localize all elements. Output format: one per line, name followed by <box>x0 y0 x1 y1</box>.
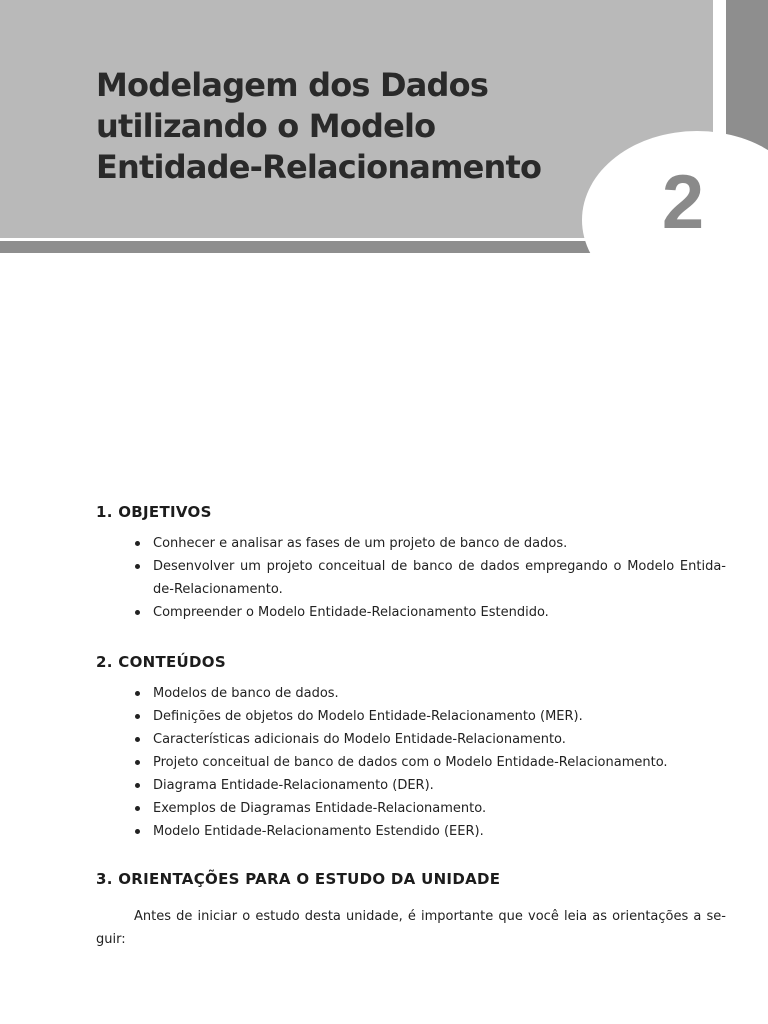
bullet-list <box>96 682 726 843</box>
list-item-text: Modelos de banco de dados. <box>153 686 339 701</box>
list-item-text: Conhecer e analisar as fases de um projeto de banco de dados. <box>153 536 568 551</box>
bullet-icon <box>135 541 140 546</box>
chapter-content <box>96 500 726 951</box>
list-item <box>153 555 726 601</box>
page-title <box>96 65 566 188</box>
section-orientacoes <box>96 867 726 951</box>
section-heading: 1. OBJETIVOS <box>96 503 212 521</box>
section-heading: 2. CONTEÚDOS <box>96 653 226 671</box>
section-paragraph: Antes de iniciar o estudo desta unidade, é importante que você leia as orientações a se-guir: <box>96 909 726 947</box>
list-item <box>153 601 726 624</box>
list-item-text: Modelo Entidade-Relacionamento Estendido (EER). <box>153 824 484 839</box>
page-title-line: Entidade-Relacionamento <box>96 148 542 186</box>
list-item-text: Diagrama Entidade-Relacionamento (DER). <box>153 778 434 793</box>
section-heading: 3. ORIENTAÇÕES PARA O ESTUDO DA UNIDADE <box>96 870 501 888</box>
bullet-icon <box>135 610 140 615</box>
bullet-icon <box>135 783 140 788</box>
bullet-icon <box>135 691 140 696</box>
list-item-text: Compreender o Modelo Entidade-Relacionamento Estendido. <box>153 605 549 620</box>
list-item <box>153 797 726 820</box>
list-item <box>153 532 726 555</box>
page-title-line: utilizando o Modelo <box>96 107 436 145</box>
list-item-text: Definições de objetos do Modelo Entidade-Relacionamento (MER). <box>153 709 583 724</box>
bullet-icon <box>135 564 140 569</box>
list-item-text: Desenvolver um projeto conceitual de banco de dados empregando o Modelo Entida-de-Relacionamento. <box>153 559 726 597</box>
bullet-icon <box>135 806 140 811</box>
section-conteudos <box>96 650 726 843</box>
list-item <box>153 728 726 751</box>
list-item-text: Exemplos de Diagramas Entidade-Relacionamento. <box>153 801 487 816</box>
list-item-text: Projeto conceitual de banco de dados com o Modelo Entidade-Relacionamento. <box>153 755 668 770</box>
list-item-text: Características adicionais do Modelo Entidade-Relacionamento. <box>153 732 566 747</box>
bullet-icon <box>135 829 140 834</box>
section-objetivos <box>96 500 726 624</box>
chapter-number: 2 <box>661 160 705 245</box>
list-item <box>153 682 726 705</box>
bullet-icon <box>135 760 140 765</box>
bullet-list <box>96 532 726 624</box>
list-item <box>153 820 726 843</box>
bullet-icon <box>135 737 140 742</box>
list-item <box>153 774 726 797</box>
page-title-line: Modelagem dos Dados <box>96 66 489 104</box>
bullet-icon <box>135 714 140 719</box>
list-item <box>153 705 726 728</box>
list-item <box>153 751 726 774</box>
